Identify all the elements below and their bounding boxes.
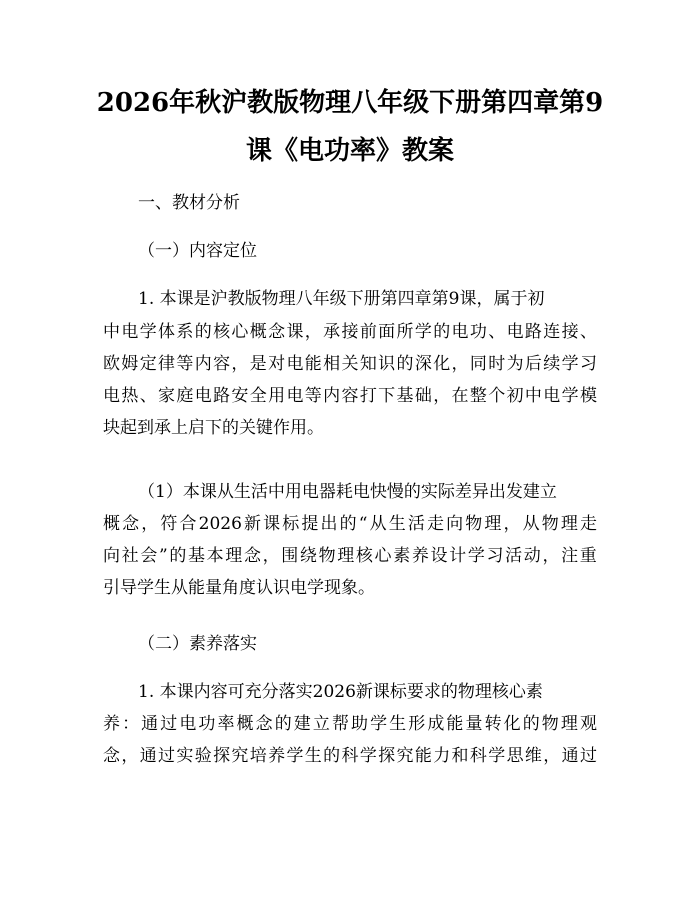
document-title-line-2: 课《电功率》教案 — [245, 136, 454, 166]
subsection-heading-literacy: （二）素养落实 — [138, 634, 257, 654]
paragraph-line: 向 社 会 ” 的 基 本 理 念 ， 围 绕 物 理 核 心 素 养 设 计 学 习 活 动 ， 注 重 — [103, 546, 597, 566]
paragraph-line: 电 热 、 家 庭 电 路 安 全 用 电 等 内 容 打 下 基 础 ， 在 整 个 初 中 电 学 模 — [103, 386, 597, 406]
subsection-heading-content-position: （一）内容定位 — [138, 241, 257, 261]
paragraph-line: 欧 姆 定 律 等 内 容 ， 是 对 电 能 相 关 知 识 的 深 化 ， 同 时 为 后 续 学 习 — [103, 354, 597, 374]
paragraph-line: 引导学生从能量角度认识电学现象。 — [103, 578, 375, 598]
paragraph-line: （1）本课从生活中用电器耗电快慢的实际差异出发建立 — [138, 482, 557, 502]
paragraph-line: 1. 本课内容可充分落实2026新课标要求的物理核心素 — [138, 682, 543, 702]
section-heading-analysis: 一、教材分析 — [138, 193, 240, 213]
paragraph-line: 养 ： 通 过 电 功 率 概 念 的 建 立 帮 助 学 生 形 成 能 量 转 化 的 物 理 观 — [103, 714, 597, 734]
paragraph-line: 念 ， 通 过 实 验 探 究 培 养 学 生 的 科 学 探 究 能 力 和 科 学 思 维 ， 通 过 — [103, 746, 597, 766]
paragraph-line: 块起到承上启下的关键作用。 — [103, 418, 324, 438]
paragraph-line: 1. 本课是沪教版物理八年级下册第四章第9课，属于初 — [138, 289, 545, 309]
paragraph-line: 中 电 学 体 系 的 核 心 概 念 课 ， 承 接 前 面 所 学 的 电 功 、 电 路 连 接 、 — [103, 322, 597, 342]
paragraph-line: 概 念 ， 符 合 2026 新 课 标 提 出 的 “ 从 生 活 走 向 物 理 ， 从 物 理 走 — [103, 514, 597, 534]
document-title-line-1: 2026年秋沪教版物理八年级下册第四章第9 — [96, 88, 604, 118]
